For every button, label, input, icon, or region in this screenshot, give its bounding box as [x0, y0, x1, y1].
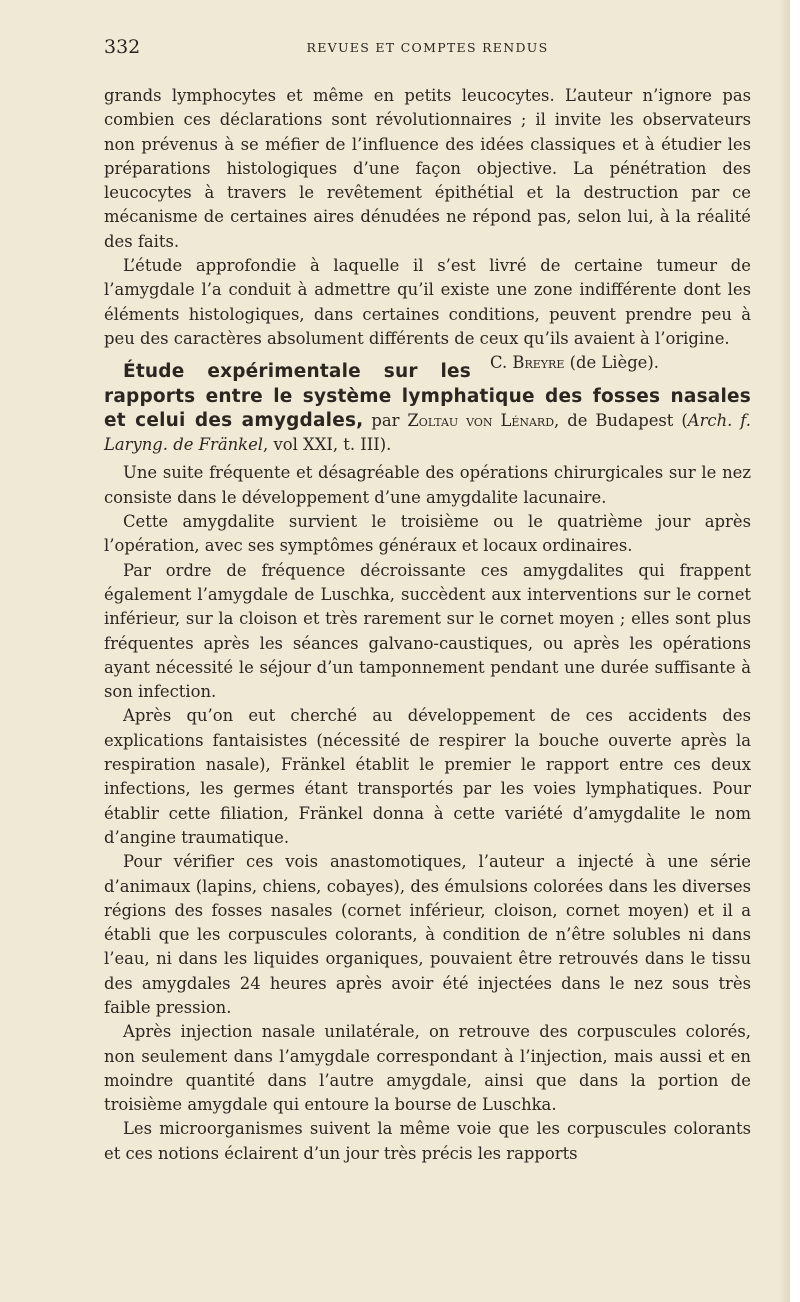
article-by: par: [363, 410, 408, 430]
article-paragraph: Pour vérifier ces vois anastomotiques, l’auteur a injecté à une série d’animaux (lapins, chiens, cobayes), des émulsions colorées dans les diverses régions des fosses nasales (cornet inférieur, cloison, cornet moyen) et il a établi que les corpuscules colorants, à condition de n’être solubles ni dans l’eau, ni dans les liquides organiques, pouvaient être retrouvés dans le tissu des amygdales 24 heures après avoir été injectées dans le nez sous très faible pression.: [104, 852, 751, 1017]
review-signature: [471, 351, 751, 375]
continuation-paragraph: grands lymphocytes et même en petits leucocytes. L’auteur n’ignore pas combien ces déclarations sont révolutionnaires ; il invite les observateurs non prévenus à se méfier de l’influence des idées classiques et à étudier les préparations histologiques d’une façon objective. La pénétration des leucocytes à travers le revêtement épithétial et la destruction par ce mécanisme de certaines aires dénudées ne répond pas, selon lui, à la réalité des faits.: [104, 86, 751, 251]
article-journal: Arch. f. Laryng. de Fränkel: [104, 410, 751, 455]
article-title: Étude expérimentale sur les rapports entre le système lymphatique des fosses nasales et celui des amygdales,: [104, 361, 751, 431]
article-volume: , vol XXI, t. III).: [263, 435, 392, 455]
running-head: [104, 36, 751, 66]
article-origin: , de Budapest (: [554, 410, 688, 430]
article-author: Zoltau von Lénard: [407, 410, 555, 430]
article-paragraph: Après injection nasale unilatérale, on retrouve des corpuscules colorés, non seulement dans l’amygdale correspondant à l’injection, mais aussi et en moindre quantité dans l’autre amygdale, ainsi que dans la portion de troisième amygdale qui entoure la bourse de Luschka.: [104, 1022, 751, 1115]
article-paragraph: Par ordre de fréquence décroissante ces amygdalites qui frappent également l’amygdale de Luschka, succèdent aux interventions sur le cornet inférieur, sur la cloison et très rarement sur le cornet moyen ; elles sont plus fréquentes après les séances galvano-caustiques, ou après les opérations ayant nécessité le séjour d’un tamponnement pendant une durée suffisante à son infection.: [104, 560, 751, 702]
article-paragraph: Cette amygdalite survient le troisième ou le quatrième jour après l’opération, avec ses symptômes généraux et locaux ordinaires.: [104, 512, 751, 556]
article-paragraph: Les microorganismes suivent la même voie que les corpuscules colorants et ces notions éclairent d’un jour très précis les rapports: [104, 1119, 751, 1163]
article-paragraph: Après qu’on eut cherché au développement de ces accidents des explications fantaisistes (nécessité de respirer la bouche ouverte après la respiration nasale), Fränkel établit le premier le rapport entre ces deux infections, les germes étant transportés par les voies lymphatiques. Pour établir cette filiation, Fränkel donna à cette variété d’amygdalite le nom d’angine traumatique.: [104, 706, 751, 847]
page-number: 332: [104, 36, 141, 58]
continuation-paragraph-2: [104, 254, 751, 373]
continuation-paragraph-2-text: L’étude approfondie à laquelle il s’est livré de certaine tumeur de l’amygdale l’a conduit à admettre qu’il existe une zone indifférente dont les éléments histologiques, dans certaines conditions, peuvent prendre peu à peu des caractères absolument différents de ceux qu’ils avaient à l’origine.: [104, 256, 751, 348]
body-text: [104, 84, 751, 1166]
journal-title: REVUES ET COMPTES RENDUS: [306, 40, 549, 55]
signature-place: (de Liège).: [564, 353, 659, 373]
signature-name: Breyre: [512, 353, 565, 373]
article-paragraph: Une suite fréquente et désagréable des opérations chirurgicales sur le nez consiste dans le développement d’une amygdalite lacunaire.: [104, 463, 751, 507]
signature-initial: C.: [490, 353, 513, 373]
